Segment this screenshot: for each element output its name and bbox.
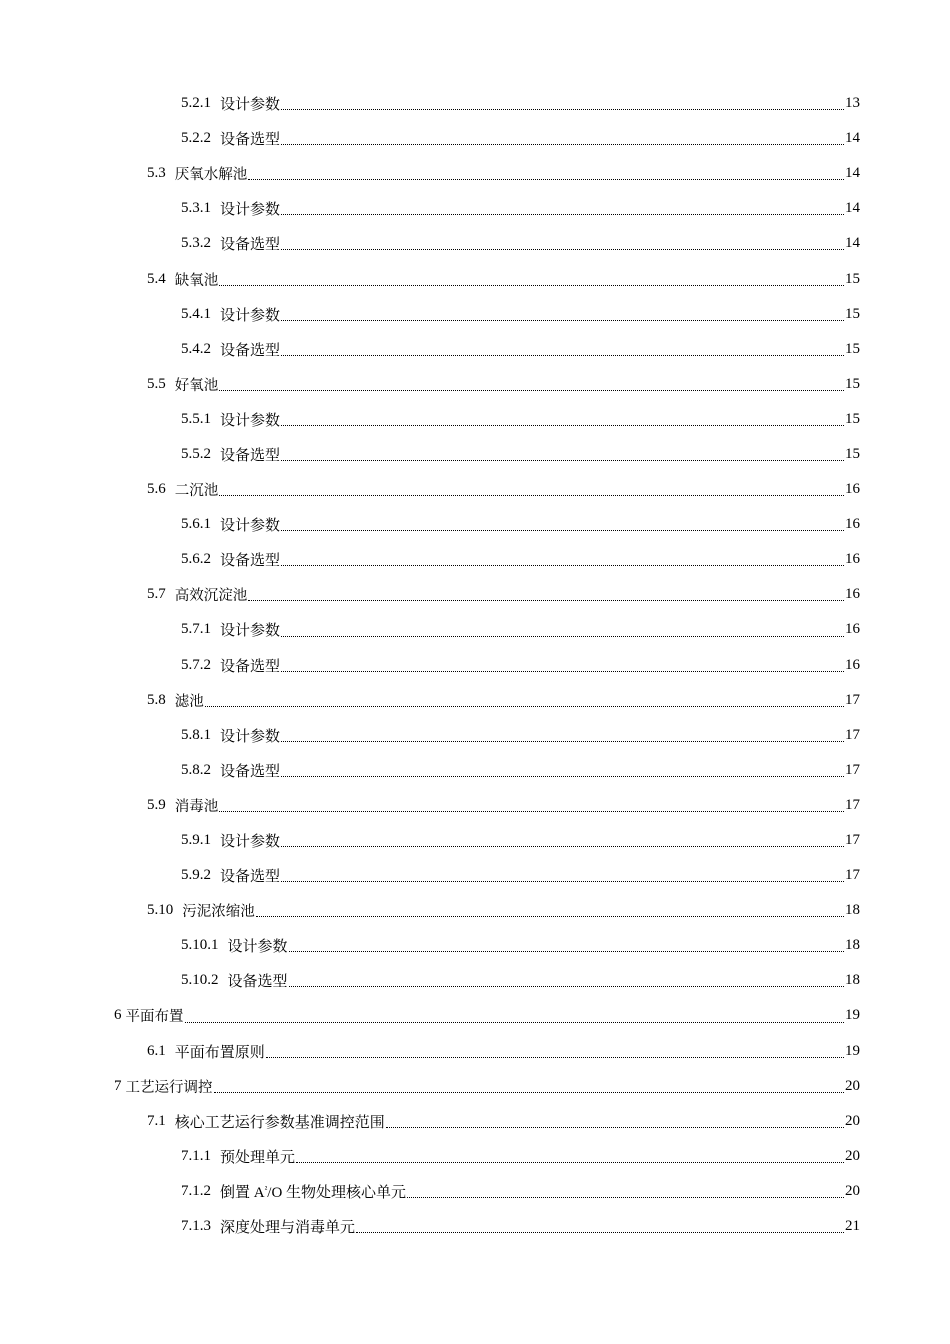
toc-entry[interactable] xyxy=(0,963,950,998)
toc-entry[interactable] xyxy=(0,156,950,191)
toc-entry-number: 5.5.2 xyxy=(181,445,211,462)
dot-leader xyxy=(281,108,844,110)
toc-entry-number: 5.3.2 xyxy=(181,235,211,252)
toc-entry-title: 设计参数 xyxy=(220,728,281,745)
toc-entry[interactable] xyxy=(0,261,950,296)
toc-entry[interactable] xyxy=(0,1139,950,1174)
dot-leader xyxy=(407,1196,844,1198)
toc-entry-page-number: 14 xyxy=(845,235,860,252)
toc-entry[interactable] xyxy=(0,683,950,718)
toc-entry[interactable] xyxy=(0,998,950,1033)
toc-entry-number: 5.7.2 xyxy=(181,656,211,673)
toc-entry-number: 7.1.2 xyxy=(181,1182,211,1199)
toc-entry-title-part: 倒置 A xyxy=(220,1184,265,1201)
toc-entry[interactable] xyxy=(0,788,950,823)
toc-entry[interactable] xyxy=(0,1034,950,1069)
toc-entry[interactable] xyxy=(0,332,950,367)
toc-entry-title: 设备选型 xyxy=(220,132,281,149)
toc-entry-page-number: 13 xyxy=(845,95,860,112)
toc-entry[interactable] xyxy=(0,472,950,507)
toc-entry[interactable] xyxy=(0,507,950,542)
toc-entry-number: 5.8.2 xyxy=(181,761,211,778)
toc-entry-page-number: 16 xyxy=(845,516,860,533)
toc-entry-title: 缺氧池 xyxy=(174,272,219,289)
toc-entry-page-number: 17 xyxy=(845,726,860,743)
dot-leader xyxy=(281,740,844,742)
toc-entry[interactable] xyxy=(0,542,950,577)
toc-entry-title: 设计参数 xyxy=(220,202,281,219)
toc-entry-number: 5.2.1 xyxy=(181,95,211,112)
toc-entry-page-number: 17 xyxy=(845,832,860,849)
toc-entry[interactable] xyxy=(0,226,950,261)
toc-entry-title: 设备选型 xyxy=(220,342,281,359)
toc-entry-page-number: 20 xyxy=(845,1147,860,1164)
dot-leader xyxy=(219,284,844,286)
toc-entry[interactable] xyxy=(0,718,950,753)
dot-leader xyxy=(281,880,844,882)
toc-entry-title: 厌氧水解池 xyxy=(174,167,248,184)
toc-entry-number: 7 xyxy=(114,1077,122,1094)
toc-entry[interactable] xyxy=(0,612,950,647)
toc-entry-page-number: 15 xyxy=(845,340,860,357)
toc-entry-number: 7.1.3 xyxy=(181,1218,211,1235)
dot-leader xyxy=(281,424,844,426)
toc-entry[interactable] xyxy=(0,1069,950,1104)
toc-entry-page-number: 15 xyxy=(845,410,860,427)
toc-entry[interactable] xyxy=(0,823,950,858)
toc-entry-page-number: 19 xyxy=(845,1042,860,1059)
dot-leader xyxy=(219,494,844,496)
toc-entry-number: 5.6 xyxy=(147,481,166,498)
dot-leader xyxy=(296,1161,844,1163)
toc-entry[interactable] xyxy=(0,648,950,683)
dot-leader xyxy=(219,389,844,391)
toc-entry-title: 工艺运行调控 xyxy=(125,1079,213,1096)
toc-entry-page-number: 18 xyxy=(845,972,860,989)
toc-entry-title: 设备选型 xyxy=(227,974,288,991)
toc-entry-title: 二沉池 xyxy=(174,483,219,500)
toc-entry[interactable] xyxy=(0,577,950,612)
toc-entry-title: 设计参数 xyxy=(220,518,281,535)
toc-entry-number: 5.5.1 xyxy=(181,410,211,427)
toc-entry[interactable] xyxy=(0,437,950,472)
dot-leader xyxy=(281,213,844,215)
toc-entry-page-number: 18 xyxy=(845,937,860,954)
dot-leader xyxy=(185,1021,845,1023)
toc-entry[interactable] xyxy=(0,1209,950,1244)
dot-leader xyxy=(356,1231,844,1233)
toc-entry-page-number: 19 xyxy=(845,1007,860,1024)
toc-entry-number: 5.9 xyxy=(147,796,166,813)
toc-entry-number: 7.1.1 xyxy=(181,1147,211,1164)
table-of-contents xyxy=(0,86,950,1244)
toc-entry[interactable] xyxy=(0,191,950,226)
toc-entry-number: 5.5 xyxy=(147,375,166,392)
toc-entry[interactable] xyxy=(0,1174,950,1209)
dot-leader xyxy=(281,529,844,531)
toc-entry-title: 设备选型 xyxy=(220,658,281,675)
toc-entry-page-number: 20 xyxy=(845,1077,860,1094)
toc-entry-title: 设计参数 xyxy=(227,939,288,956)
toc-entry-number: 7.1 xyxy=(147,1112,166,1129)
toc-entry-title: 设计参数 xyxy=(220,97,281,114)
toc-entry[interactable] xyxy=(0,858,950,893)
superscript-two: ² xyxy=(264,1183,268,1194)
dot-leader xyxy=(281,775,844,777)
toc-entry-page-number: 16 xyxy=(845,656,860,673)
toc-entry[interactable] xyxy=(0,928,950,963)
toc-entry[interactable] xyxy=(0,402,950,437)
toc-entry-title: 平面布置 xyxy=(125,1009,184,1026)
toc-entry-title: 设计参数 xyxy=(220,623,281,640)
toc-entry-title: 设备选型 xyxy=(220,763,281,780)
toc-entry-page-number: 16 xyxy=(845,621,860,638)
toc-entry-title: 设计参数 xyxy=(220,307,281,324)
dot-leader xyxy=(281,354,844,356)
toc-entry-number: 5.3 xyxy=(147,165,166,182)
toc-entry-page-number: 14 xyxy=(845,130,860,147)
toc-entry-title: 设备选型 xyxy=(220,237,281,254)
toc-entry-page-number: 20 xyxy=(845,1112,860,1129)
toc-entry-page-number: 21 xyxy=(845,1218,860,1235)
toc-entry-title: 高效沉淀池 xyxy=(174,588,248,605)
toc-entry-number: 5.3.1 xyxy=(181,200,211,217)
toc-entry-title: 平面布置原则 xyxy=(174,1044,265,1061)
toc-entry-number: 5.2.2 xyxy=(181,130,211,147)
toc-entry-page-number: 20 xyxy=(845,1182,860,1199)
dot-leader xyxy=(281,319,844,321)
toc-entry[interactable] xyxy=(0,1104,950,1139)
dot-leader xyxy=(281,459,844,461)
toc-entry-number: 5.8.1 xyxy=(181,726,211,743)
toc-entry-title: 设计参数 xyxy=(220,412,281,429)
dot-leader xyxy=(219,810,844,812)
toc-entry-number: 5.4 xyxy=(147,270,166,287)
toc-entry-number: 5.9.2 xyxy=(181,867,211,884)
toc-entry[interactable] xyxy=(0,893,950,928)
dot-leader xyxy=(289,950,844,952)
dot-leader xyxy=(205,705,844,707)
toc-entry-number: 5.4.1 xyxy=(181,305,211,322)
toc-entry-page-number: 14 xyxy=(845,165,860,182)
toc-entry[interactable] xyxy=(0,297,950,332)
toc-entry-number: 5.10.2 xyxy=(181,972,219,989)
dot-leader xyxy=(281,248,844,250)
toc-entry-title: 消毒池 xyxy=(174,798,219,815)
toc-entry-page-number: 15 xyxy=(845,445,860,462)
dot-leader xyxy=(248,599,844,601)
toc-entry-number: 5.8 xyxy=(147,691,166,708)
toc-entry-title: 设计参数 xyxy=(220,834,281,851)
toc-entry-number: 5.7 xyxy=(147,586,166,603)
toc-entry-title: 好氧池 xyxy=(174,377,219,394)
dot-leader xyxy=(289,985,844,987)
dot-leader xyxy=(386,1126,844,1128)
toc-entry-title: 核心工艺运行参数基准调控范围 xyxy=(174,1114,385,1131)
toc-entry-page-number: 16 xyxy=(845,586,860,603)
dot-leader xyxy=(281,670,844,672)
dot-leader xyxy=(256,915,844,917)
dot-leader xyxy=(248,178,844,180)
dot-leader xyxy=(281,143,844,145)
toc-entry-page-number: 16 xyxy=(845,551,860,568)
dot-leader xyxy=(281,635,844,637)
toc-entry-page-number: 14 xyxy=(845,200,860,217)
toc-entry-number: 6.1 xyxy=(147,1042,166,1059)
toc-entry-number: 5.10.1 xyxy=(181,937,219,954)
dot-leader xyxy=(214,1091,845,1093)
toc-entry-number: 5.4.2 xyxy=(181,340,211,357)
toc-entry[interactable] xyxy=(0,367,950,402)
toc-entry-title: 污泥浓缩池 xyxy=(182,904,255,921)
toc-entry[interactable] xyxy=(0,121,950,156)
toc-entry[interactable] xyxy=(0,753,950,788)
toc-entry-page-number: 17 xyxy=(845,761,860,778)
dot-leader xyxy=(266,1056,844,1058)
toc-entry-title: 设备选型 xyxy=(220,553,281,570)
toc-entry-title: 预处理单元 xyxy=(220,1149,296,1166)
toc-entry-page-number: 15 xyxy=(845,270,860,287)
toc-entry[interactable] xyxy=(0,86,950,121)
toc-entry-title: 滤池 xyxy=(174,693,204,710)
dot-leader xyxy=(281,845,844,847)
toc-entry-title: 设备选型 xyxy=(220,869,281,886)
toc-entry-number: 6 xyxy=(114,1007,122,1024)
toc-entry-number: 5.7.1 xyxy=(181,621,211,638)
toc-entry-number: 5.6.2 xyxy=(181,551,211,568)
toc-entry-title-part: /O 生物处理核心单元 xyxy=(267,1184,407,1201)
toc-entry-number: 5.9.1 xyxy=(181,832,211,849)
toc-entry-page-number: 17 xyxy=(845,796,860,813)
toc-entry-number: 5.6.1 xyxy=(181,516,211,533)
toc-entry-page-number: 17 xyxy=(845,867,860,884)
toc-entry-number: 5.10 xyxy=(147,902,174,919)
toc-entry-title: 深度处理与消毒单元 xyxy=(220,1220,356,1237)
toc-entry-page-number: 15 xyxy=(845,375,860,392)
dot-leader xyxy=(281,564,844,566)
toc-entry-page-number: 18 xyxy=(845,902,860,919)
toc-entry-page-number: 16 xyxy=(845,481,860,498)
toc-entry-title xyxy=(220,1181,406,1202)
toc-entry-page-number: 15 xyxy=(845,305,860,322)
toc-entry-page-number: 17 xyxy=(845,691,860,708)
toc-entry-title: 设备选型 xyxy=(220,447,281,464)
